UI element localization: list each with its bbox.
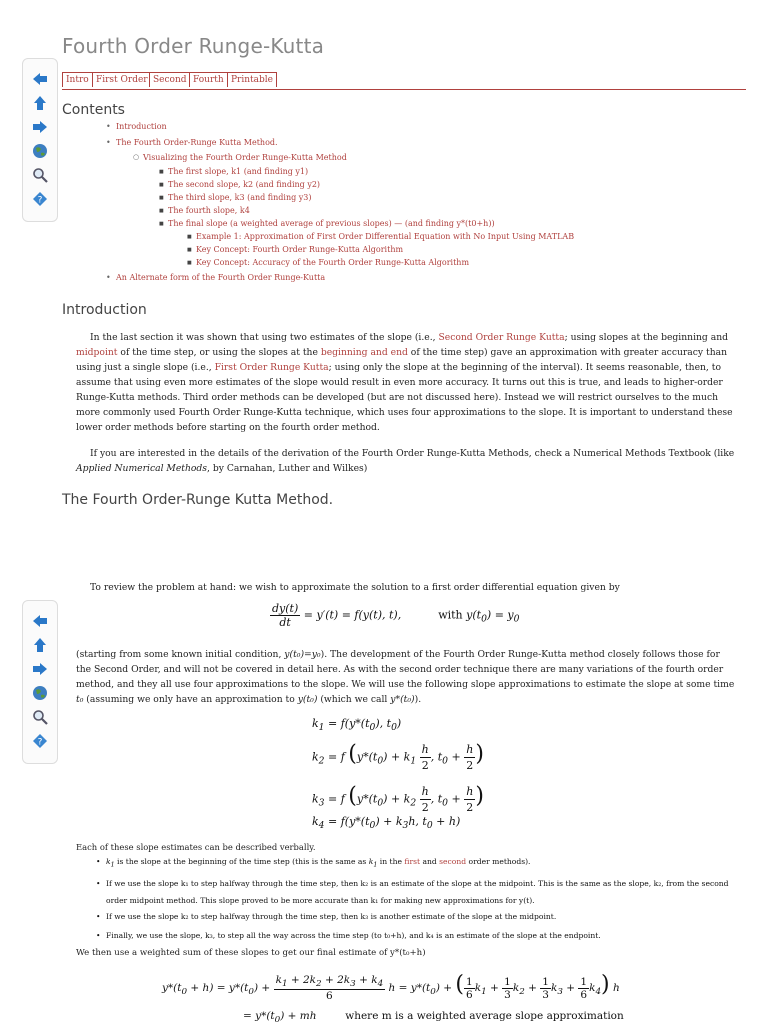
- toc-item[interactable]: ■ The second slope, k2 (and finding y2): [168, 180, 320, 189]
- toc-item[interactable]: • An Alternate form of the Fourth Order Runge-Kutta: [116, 273, 325, 282]
- text: of the time step) gave an approximation with greater accuracy than: [407, 347, 728, 358]
- arrow-right-icon[interactable]: [32, 119, 48, 135]
- verbal-intro: Each of these slope estimates can be described verbally.: [76, 842, 316, 852]
- review-text: To review the problem at hand: we wish to approximate the solution to a first order differential equation given by: [90, 582, 620, 593]
- text: t₀: [76, 694, 84, 705]
- text: y*(t₀): [390, 694, 415, 705]
- text: assume that using even more estimates of the slope would result in even more accuracy. It turns out this is true, and leads to higher-order: [76, 377, 723, 388]
- contents-heading: Contents: [62, 102, 125, 118]
- globe-icon[interactable]: [32, 143, 48, 159]
- toc-item[interactable]: ■ Key Concept: Accuracy of the Fourth Order Runge-Kutta Algorithm: [196, 258, 469, 267]
- arrow-right-icon[interactable]: [32, 661, 48, 677]
- page-title: Fourth Order Runge-Kutta: [62, 34, 325, 58]
- tab-intro[interactable]: Intro: [62, 72, 93, 87]
- text: y(t₀)=y₀: [284, 649, 321, 660]
- toc-item[interactable]: ■ Example 1: Approximation of First Order Differential Equation with No Input Using MATLAB: [196, 232, 574, 241]
- bullet-k1: • $k_1$ is the slope at the beginning of the time step (this is the same as $k_1$ in the first and second order methods).: [106, 856, 746, 872]
- text: Runge-Kutta methods. Third order methods can be developed (but are not discussed here). Instead we will restrict ourselves to the much: [76, 392, 719, 403]
- link-beginning-and-end[interactable]: beginning and end: [320, 347, 408, 358]
- svg-text:?: ?: [37, 195, 43, 206]
- search-icon[interactable]: [32, 709, 48, 725]
- link-first[interactable]: first: [404, 857, 421, 866]
- nav-sidebar-top: [22, 58, 58, 222]
- text: order methods).: [466, 857, 531, 866]
- text: the Second Order, and will not be covered in detail here. As with the second order technique there are many variations of the fourth order: [76, 664, 724, 675]
- arrow-up-icon[interactable]: [32, 95, 48, 111]
- method-heading: The Fourth Order-Runge Kutta Method.: [62, 492, 334, 508]
- toc-item[interactable]: • The Fourth Order-Runge Kutta Method.: [116, 138, 278, 147]
- text: • If we use the slope k₁ to step halfway through the time step, then k₂ is an estimate of the slope at the midpoint. This is the same as the slope, k₂, from the second: [106, 879, 729, 888]
- introduction-heading: Introduction: [62, 302, 147, 318]
- toc-item[interactable]: ■ The final slope (a weighted average of previous slopes) — (and finding y*(t0+h)): [168, 219, 495, 228]
- toc-item[interactable]: ■ The first slope, k1 (and finding y1): [168, 167, 308, 176]
- text: (assuming we only have an approximation to: [83, 694, 298, 705]
- svg-text:?: ?: [37, 737, 43, 748]
- final-equation-line2: = $y*(t_0)$ + mh where m is a weighted average slope approximation: [243, 1010, 624, 1025]
- tab-printable[interactable]: Printable: [227, 72, 277, 87]
- text: (starting from some known initial condition,: [76, 649, 285, 660]
- text: In the last section it was shown that using two estimates of the slope (i.e.,: [90, 332, 439, 343]
- toc-item[interactable]: ■ The fourth slope, k4: [168, 206, 250, 215]
- text: ; using only the slope at the beginning of the interval). It seems reasonable, then, to: [328, 362, 721, 373]
- arrow-left-icon[interactable]: [32, 71, 48, 87]
- help-icon[interactable]: [32, 733, 48, 749]
- book-title: Applied Numerical Methods: [76, 463, 208, 474]
- text: (which we call: [317, 694, 391, 705]
- tab-fourth[interactable]: Fourth: [189, 72, 228, 87]
- arrow-up-icon[interactable]: [32, 637, 48, 653]
- text: lower order methods before starting on the fourth order method.: [76, 422, 380, 433]
- tab-bar: [62, 71, 746, 90]
- toc-item[interactable]: ■ Key Concept: Fourth Order Runge-Kutta Algorithm: [196, 245, 403, 254]
- toc-item[interactable]: ○ Visualizing the Fourth Order Runge-Kutta Method: [143, 153, 347, 162]
- text: of the time step, or using the slopes at the: [117, 347, 321, 358]
- globe-icon[interactable]: [32, 685, 48, 701]
- tab-first-order[interactable]: First Order: [92, 72, 152, 87]
- text: in the: [377, 857, 405, 866]
- ode-equation: $\frac{dy(t)}{dt}$ = y′(t) = f(y(t), t), with $y(t_0) = y_0$: [272, 602, 520, 629]
- final-equation: $y*(t_0 + h) = y*(t_0)$ + $\frac{k_1 + 2k_2 + 2k_3 + k_4}{6}$ $h = y*(t_0)$ + ( $\frac{1}{6}$ $k_1$ + $\frac{1}{3}$ $k_2$ + $\frac{1}{3}$ $k_3$ + $\frac{1}{6}$ $k_4$) h: [162, 972, 620, 1003]
- text: ).: [414, 694, 422, 705]
- text: is the slope at the beginning of the time step (this is the same as: [114, 857, 369, 866]
- link-midpoint[interactable]: midpoint: [76, 347, 118, 358]
- toc-item[interactable]: • Introduction: [116, 122, 167, 131]
- text: , by Carnahan, Luther and Wilkes): [207, 463, 368, 474]
- text: where m is a weighted average slope approximation: [345, 1010, 624, 1022]
- text: with: [438, 608, 463, 622]
- text: If you are interested in the details of the derivation of the Fourth Order Runge-Kutta Methods, check a Numerical Methods Textbook (like: [90, 448, 735, 459]
- text: method, and they all use four approximations to the slope. We will use the following slope approximations to estimate the slope at some time: [76, 679, 735, 690]
- bullet-k3: • If we use the slope k₂ to step halfway through the time step, then k₃ is another estimate of the slope at the midpoint.: [106, 911, 746, 923]
- text: y(t₀): [297, 694, 318, 705]
- toc-item[interactable]: ■ The third slope, k3 (and finding y3): [168, 193, 312, 202]
- help-icon[interactable]: [32, 191, 48, 207]
- text: ). The development of the Fourth Order Runge-Kutta method closely follows those for: [320, 649, 720, 660]
- arrow-left-icon[interactable]: [32, 613, 48, 629]
- tab-second[interactable]: Second: [149, 72, 191, 87]
- link-first-order[interactable]: First Order Runge Kutta: [214, 362, 329, 373]
- intro-paragraph-1: [76, 330, 744, 435]
- text: ; using slopes at the beginning and: [564, 332, 729, 343]
- nav-sidebar-bottom: [22, 600, 58, 764]
- search-icon[interactable]: [32, 167, 48, 183]
- text: order midpoint method. This slope proved to be more accurate than k₁ for making new approximations for y(t).: [106, 896, 535, 905]
- method-paragraph: [76, 647, 744, 707]
- link-second[interactable]: second: [439, 857, 467, 866]
- link-second-order[interactable]: Second Order Runge Kutta: [438, 332, 565, 343]
- bullet-k4: • Finally, we use the slope, k₃, to step all the way across the time step (to t₀+h), and k₄ is an estimate of the slope at the endpoint.: [106, 930, 746, 942]
- bullet-k2: [106, 875, 746, 909]
- intro-paragraph-2: [76, 446, 744, 476]
- weighted-sum-text: We then use a weighted sum of these slopes to get our final estimate of y*(t₀+h): [76, 948, 426, 958]
- text: using just a single slope (i.e.,: [76, 362, 215, 373]
- text: and: [420, 857, 440, 866]
- text: more commonly used Fourth Order Runge-Kutta technique, which uses four approximations to the slope. It is important to understand these: [76, 407, 733, 418]
